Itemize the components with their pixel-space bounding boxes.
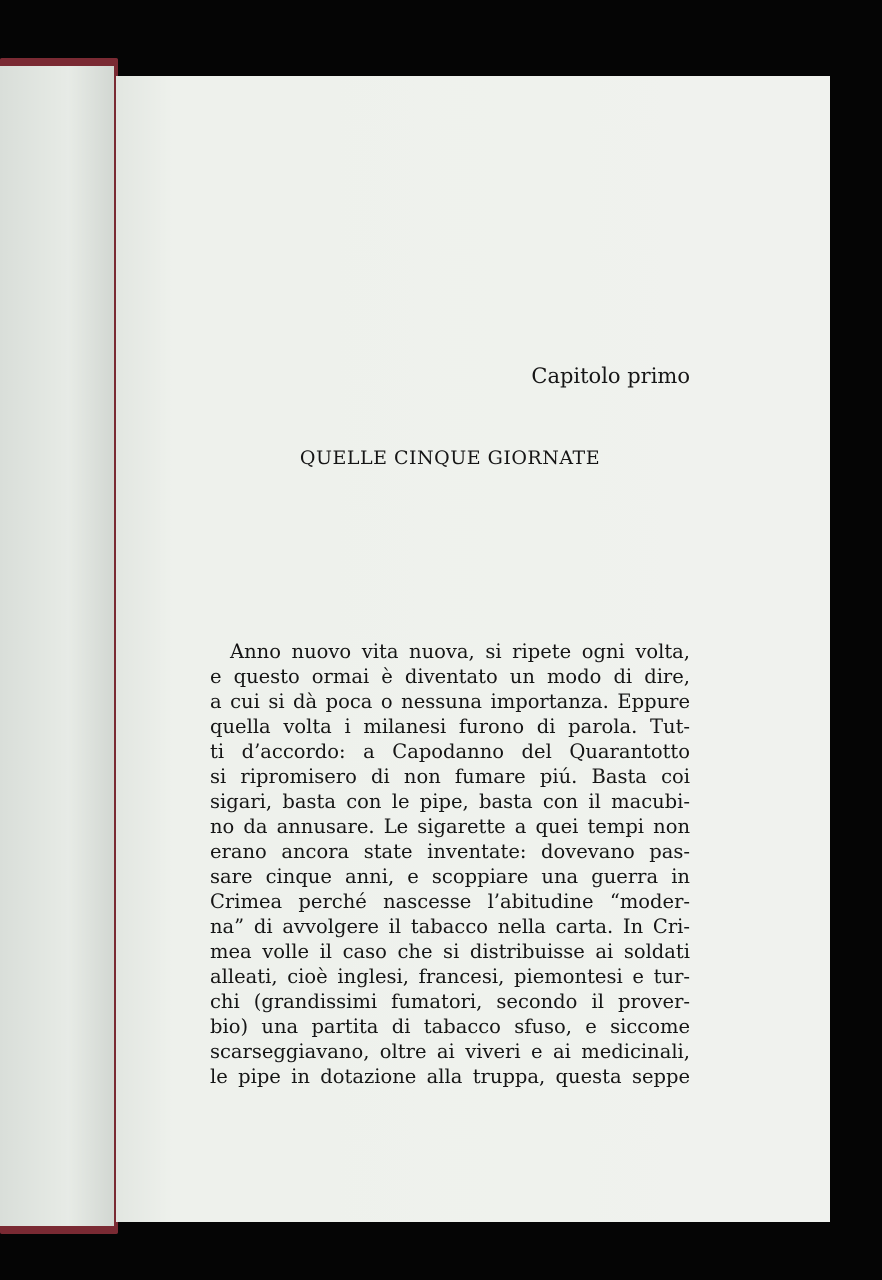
text-line: sare cinque anni, e scoppiare una guerra in — [210, 865, 690, 888]
text-line: no da annusare. Le sigarette a quei tempi non — [210, 815, 690, 838]
text-line: erano ancora state inventate: dovevano pas- — [210, 840, 690, 863]
text-line: ti d’accordo: a Capodanno del Quarantotto — [210, 740, 690, 763]
text-line: bio) una partita di tabacco sfuso, e siccome — [210, 1015, 690, 1038]
body-text — [210, 639, 690, 1089]
text-line: scarseggiavano, oltre ai viveri e ai medicinali, — [210, 1040, 690, 1063]
text-line: a cui si dà poca o nessuna importanza. Eppure — [210, 690, 690, 713]
text-line: sigari, basta con le pipe, basta con il macubi- — [210, 790, 690, 813]
chapter-label: Capitolo primo — [531, 364, 690, 388]
text-line: si ripromisero di non fumare piú. Basta coi — [210, 765, 690, 788]
text-line: quella volta i milanesi furono di parola. Tut- — [210, 715, 690, 738]
right-page — [116, 76, 830, 1222]
text-line: alleati, cioè inglesi, francesi, piemontesi e tur- — [210, 965, 690, 988]
text-line: na” di avvolgere il tabacco nella carta. In Cri- — [210, 915, 690, 938]
left-page — [0, 66, 114, 1226]
text-line: Crimea perché nascesse l’abitudine “moder- — [210, 890, 690, 913]
text-line: e questo ormai è diventato un modo di dire, — [210, 665, 690, 688]
chapter-title: QUELLE CINQUE GIORNATE — [299, 447, 601, 469]
text-line: Anno nuovo vita nuova, si ripete ogni volta, — [230, 640, 690, 663]
text-line: mea volle il caso che si distribuisse ai soldati — [210, 940, 690, 963]
text-line: le pipe in dotazione alla truppa, questa seppe — [210, 1065, 690, 1088]
text-line: chi (grandissimi fumatori, secondo il prover- — [210, 990, 690, 1013]
